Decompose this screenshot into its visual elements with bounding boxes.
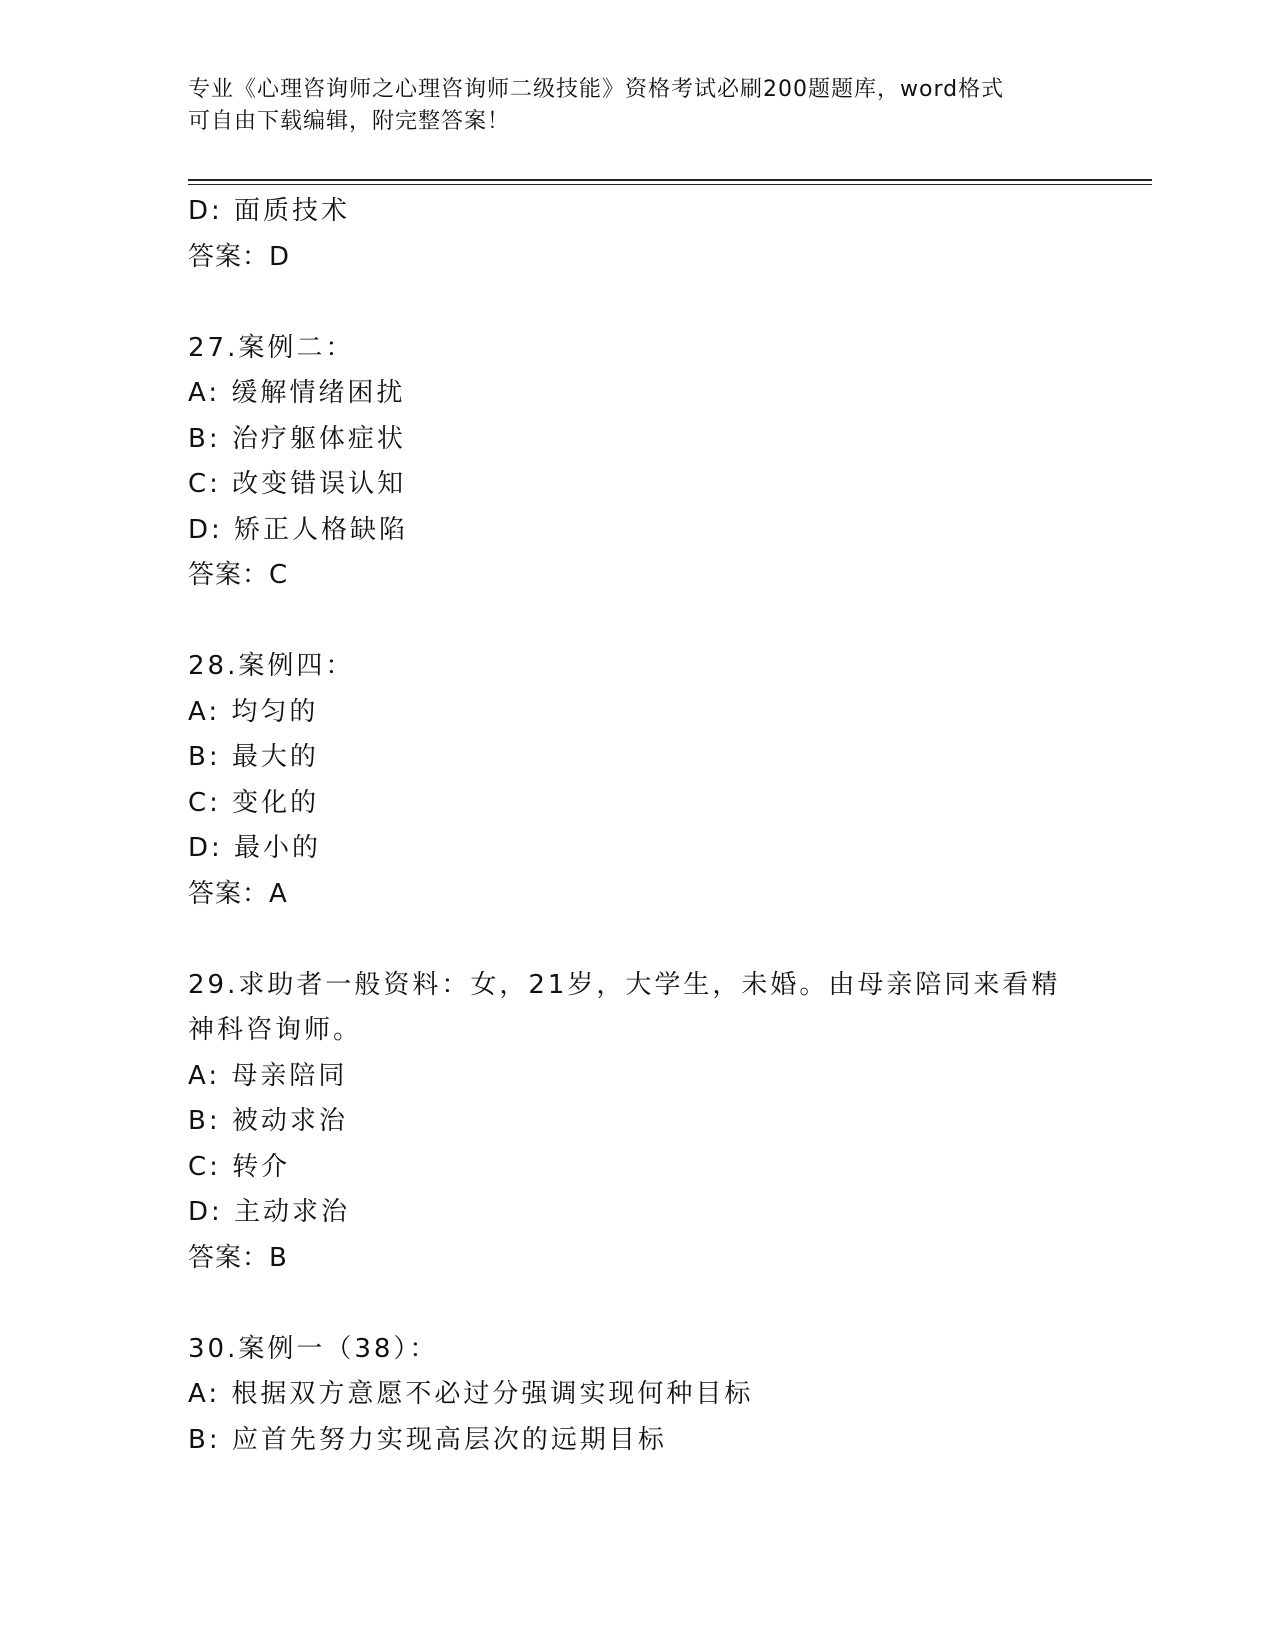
option-b: B: 治疗躯体症状 xyxy=(188,423,406,454)
answer-line: 答案：C xyxy=(188,560,289,590)
option-c: C: 改变错误认知 xyxy=(188,469,407,499)
option-c: C: 转介 xyxy=(188,1151,291,1182)
header-title-line-1: 专业《心理咨询师之心理咨询师二级技能》资格考试必刷200题题库，word格式 xyxy=(188,77,1005,102)
option-c: C: 变化的 xyxy=(188,787,320,818)
question-stem: 27.案例二： xyxy=(188,332,355,363)
question-stem: 30.案例一（38）： xyxy=(188,1333,439,1364)
header-title-line-2: 可自由下载编辑，附完整答案！ xyxy=(188,109,511,134)
option-d: D: 最小的 xyxy=(188,833,322,863)
answer-line: 答案：B xyxy=(188,1242,288,1273)
page-header xyxy=(188,74,1088,138)
question-stem: 29.求助者一般资料：女，21岁，大学生，未婚。由母亲陪同来看精神科咨询师。 xyxy=(188,969,1061,1045)
question-stem: 28.案例四： xyxy=(188,651,355,681)
q26-option-d: D: 面质技术 xyxy=(188,196,351,226)
option-a: A: 缓解情绪困扰 xyxy=(188,378,406,408)
header-divider-thick xyxy=(188,179,1152,181)
spacer xyxy=(188,280,1088,326)
question-block-29 xyxy=(188,963,1088,1282)
option-b: B: 被动求治 xyxy=(188,1106,348,1136)
option-a: A: 母亲陪同 xyxy=(188,1060,348,1091)
header-divider-thin xyxy=(188,184,1152,185)
question-block-27 xyxy=(188,326,1088,599)
answer-line: 答案：A xyxy=(188,878,288,909)
option-b: B: 应首先努力实现高层次的远期目标 xyxy=(188,1424,667,1455)
option-d: D: 主动求治 xyxy=(188,1197,351,1227)
spacer xyxy=(188,1281,1088,1327)
option-d: D: 矫正人格缺陷 xyxy=(188,514,409,545)
spacer xyxy=(188,917,1088,963)
option-a: A: 根据双方意愿不必过分强调实现何种目标 xyxy=(188,1379,754,1409)
option-a: A: 均匀的 xyxy=(188,696,319,727)
option-b: B: 最大的 xyxy=(188,742,319,772)
question-list xyxy=(188,189,1088,1463)
question-block-30 xyxy=(188,1327,1088,1464)
q26-answer: 答案：D xyxy=(188,241,291,272)
question-block-28 xyxy=(188,644,1088,917)
spacer xyxy=(188,599,1088,645)
